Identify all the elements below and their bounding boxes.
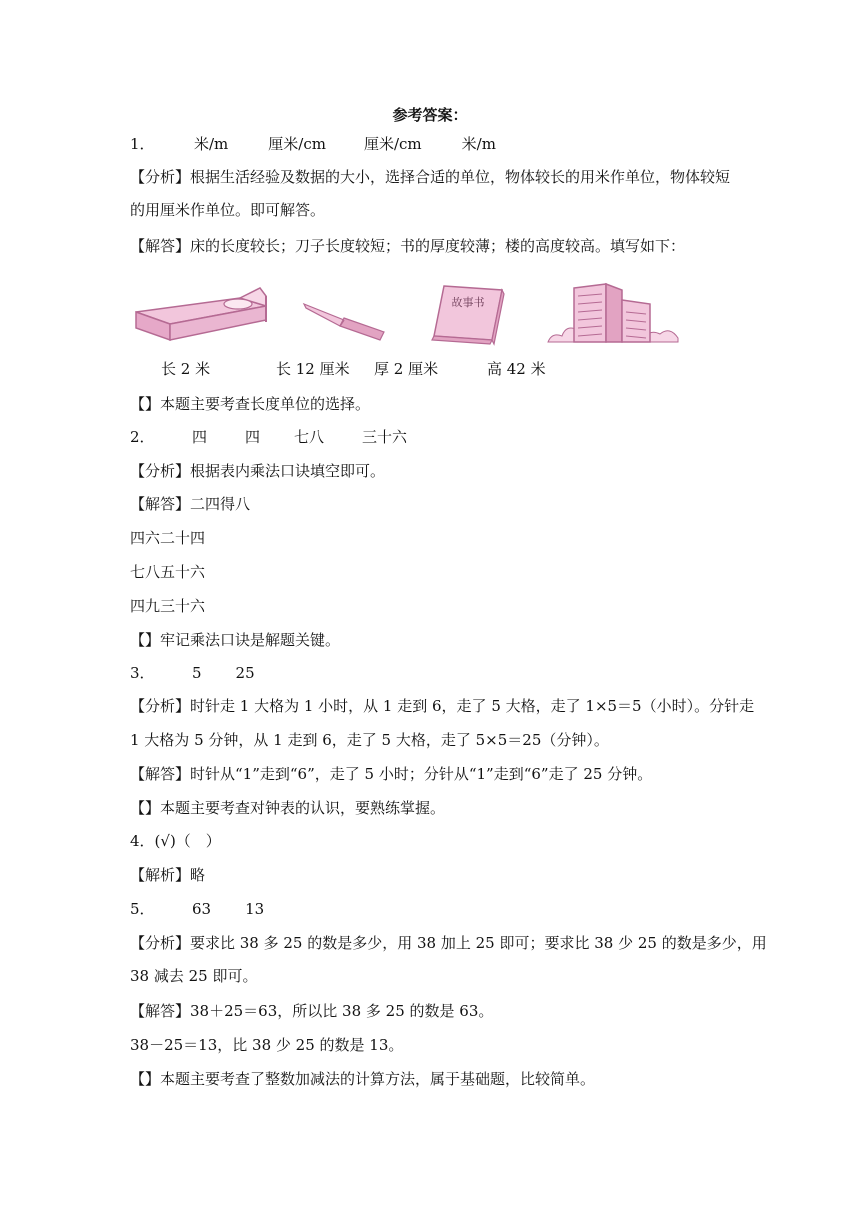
caption-building: 高 42 米 [487, 360, 546, 378]
q5-number: 5． [130, 900, 155, 918]
q3-solution: 【解答】时针从“1”走到“6”，走了 5 小时；分针从“1”走到“6”走了 25 分钟。 [130, 765, 653, 783]
q5-answer-line [130, 898, 264, 920]
q2-comment: 【】牢记乘法口诀是解题关键。 [130, 631, 341, 649]
q3-comment: 【】本题主要考查对钟表的认识，要熟练掌握。 [130, 799, 446, 817]
q1-answer-line [130, 133, 496, 155]
q3-answer-1: 5 [192, 664, 202, 682]
q2-answer-1: 四 [192, 428, 208, 446]
q1-comment: 【】本题主要考查长度单位的选择。 [130, 395, 371, 413]
q2-line-3: 四九三十六 [130, 597, 206, 615]
q2-analysis: 【分析】根据表内乘法口诀填空即可。 [130, 462, 386, 480]
q1-answer-4: 米/m [461, 135, 496, 153]
q2-answer-3: 七八 [294, 428, 325, 446]
q2-number: 2． [130, 428, 155, 446]
q3-analysis-line-2: 1 大格为 5 分钟，从 1 走到 6，走了 5 大格，走了 5×5＝25（分钟）。 [130, 731, 609, 749]
q2-line-1: 四六二十四 [130, 529, 206, 547]
q1-answer-2: 厘米/cm [268, 135, 326, 153]
caption-book: 厚 2 厘米 [374, 360, 439, 378]
q5-analysis-line-1: 【分析】要求比 38 多 25 的数是多少，用 38 加上 25 即可；要求比 38 少 25 的数是多少，用 [130, 934, 767, 952]
caption-knife: 长 12 厘米 [276, 360, 350, 378]
q1-number: 1． [130, 135, 155, 153]
q1-analysis-line-2: 的用厘米作单位。即可解答。 [130, 201, 326, 219]
q1-answer-1: 米/m [194, 135, 229, 153]
caption-bed: 长 2 米 [161, 360, 211, 378]
q1-illustrations [130, 280, 690, 350]
q3-analysis-line-1: 【分析】时针走 1 大格为 1 小时，从 1 走到 6，走了 5 大格，走了 1×5＝5（小时）。分针走 [130, 697, 755, 715]
q3-answer-line [130, 662, 255, 684]
q5-solution-line-2: 38－25＝13，比 38 少 25 的数是 13。 [130, 1036, 404, 1054]
q1-analysis-line-1: 【分析】根据生活经验及数据的大小，选择合适的单位，物体较长的用米作单位，物体较短 [130, 168, 731, 186]
q2-answer-line [130, 426, 407, 448]
q5-comment: 【】本题主要考查了整数加减法的计算方法，属于基础题，比较简单。 [130, 1070, 596, 1088]
page-title: 参考答案： [392, 106, 468, 124]
q1-answer-3: 厘米/cm [363, 135, 422, 153]
q5-answer-1: 63 [192, 900, 212, 918]
building-icon [546, 280, 682, 346]
storybook-cover-text: 故事书 [451, 296, 485, 309]
storybook-icon [428, 280, 506, 346]
bed-icon [130, 282, 270, 344]
q2-answer-4: 三十六 [362, 428, 408, 446]
q3-number: 3． [130, 664, 155, 682]
q3-answer-2: 25 [235, 664, 255, 682]
q4-analysis: 【解析】略 [130, 866, 206, 884]
q5-analysis-line-2: 38 减去 25 即可。 [130, 967, 258, 985]
q1-captions [0, 358, 860, 380]
q4-answer-line: 4．(√)（ ） [130, 832, 221, 850]
q5-answer-2: 13 [245, 900, 265, 918]
q2-solution: 【解答】二四得八 [130, 495, 251, 513]
q2-answer-2: 四 [245, 428, 261, 446]
q1-solution: 【解答】床的长度较长；刀子长度较短；书的厚度较薄；楼的高度较高。填写如下： [130, 237, 686, 255]
knife-icon [302, 298, 388, 344]
q2-line-2: 七八五十六 [130, 563, 206, 581]
q5-solution-line-1: 【解答】38＋25＝63，所以比 38 多 25 的数是 63。 [130, 1002, 494, 1020]
